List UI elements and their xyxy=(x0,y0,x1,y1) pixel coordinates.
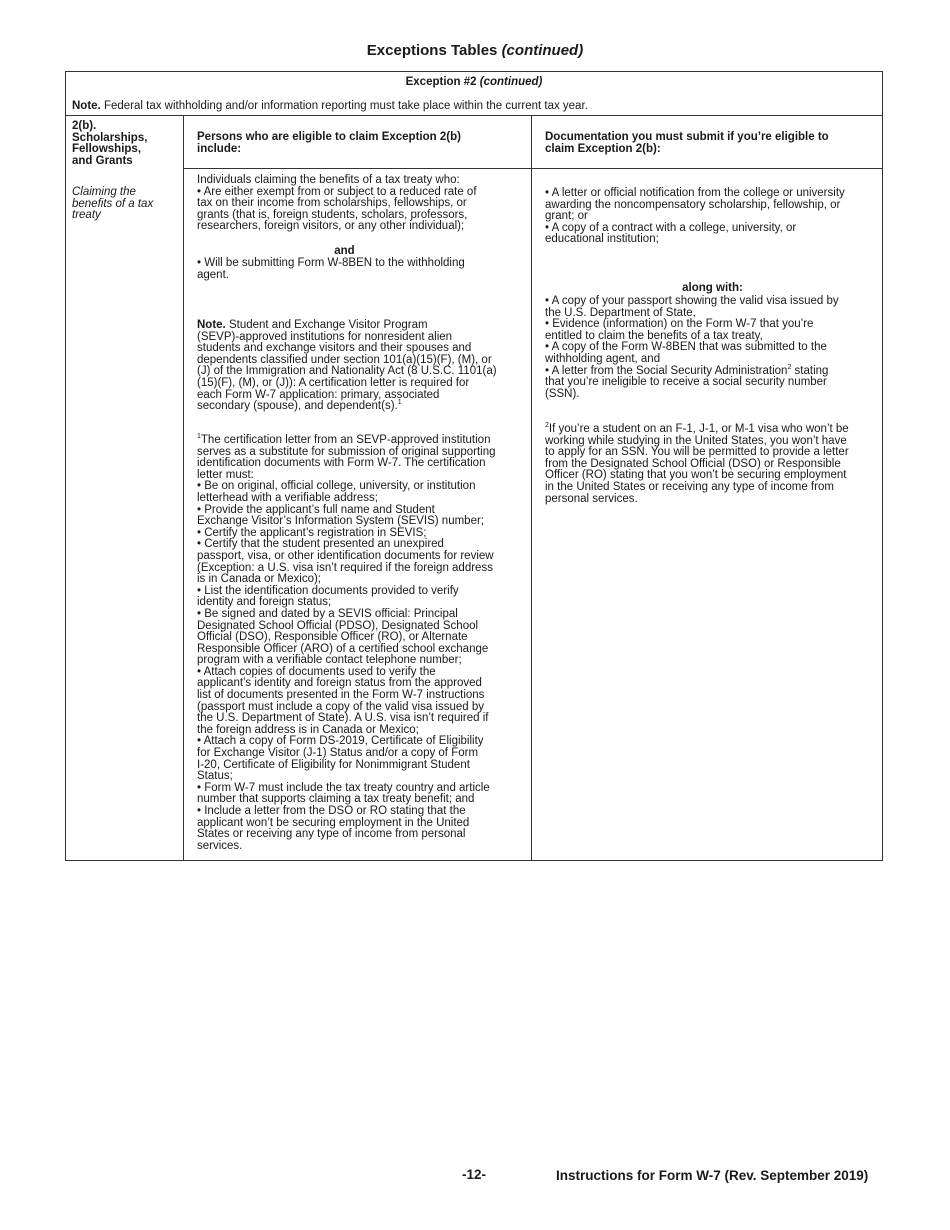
divider xyxy=(66,115,882,116)
eligible-column-header: Persons who are eligible to claim Exception 2(b) include: xyxy=(197,131,461,155)
eligible-intro: Individuals claiming the benefits of a tax treaty who: • Are either exempt from or subject to a reduced rate of tax on their income from scholarships, fellowships, or grants (that is, foreign students, scholars, professors, researchers, foreign visitors, or any other individual); xyxy=(197,174,477,233)
form-name: Instructions for Form W-7 (Rev. September 2019) xyxy=(556,1168,869,1183)
divider xyxy=(183,115,184,861)
footnote-1: $^1$The certification letter from an SEVP-approved institution serves as a substitute for submission of original supporting identification documents with Form W-7. The certification letter must: • Be on original, official college, university, or institution letterhead with a verifiable address; • Provide the applicant’s full name and Student Exchange Visitor’s Information System (SEVIS) number; • Certify the applicant’s registration in SEVIS; • Certify that the student presented an unexpired passport, visa, or other identification documents for review (Exception: a U.S. visa isn’t required if the foreign address is in Canada or Mexico); • List the identification documents provided to verify identity and foreign status; • Be signed and dated by a SEVIS official: Principal Designated School Official (PDSO), Designated School Official (DSO), Responsible Officer (RO), or Alternate Responsible Officer (ARO) of a certified school exchange program with a verifiable contact telephone number; • Attach copies of documents used to verify the applicant’s identity and foreign status from the approved list of documents presented in the Form W-7 instructions (passport must include a copy of the valid visa issued by the U.S. Department of State). A U.S. visa isn’t required if the foreign address is in Canada or Mexico; • Attach a copy of Form DS-2019, Certificate of Eligibility for Exchange Visitor (J-1) Status and/or a copy of Form I-20, Certificate of Eligibility for Nonimmigrant Student Status; • Form W-7 must include the tax treaty country and article number that supports claiming a tax treaty benefit; and • Include a letter from the DSO or RO stating that the applicant won’t be securing employment in the United States or receiving any type of income from personal services. xyxy=(197,433,496,852)
divider xyxy=(531,115,532,861)
exceptions-table xyxy=(65,71,883,861)
page-title: Exceptions Tables (continued) xyxy=(366,42,584,59)
and-label: and xyxy=(334,245,355,257)
documentation-letter-items: • A letter or official notification from the college or university awarding the noncompensatory scholarship, fellowship, or grant; or • A copy of a contract with a college, university, or educational institution; xyxy=(545,187,845,246)
exception-heading: Exception #2 (continued) xyxy=(405,76,543,88)
table-note: Note. Federal tax withholding and/or information reporting must take place within the current tax year. xyxy=(72,100,588,112)
divider xyxy=(183,168,883,169)
sevp-note: Note. Student and Exchange Visitor Program (SEVP)-approved institutions for nonresident alien students and exchange visitors and their spouses and dependents classified under section 101(a)(15)(F), (M), or (J) of the Immigration and Nationality Act (8 U.S.C. 1101(a) (15)(F), (M), or (J)): A certification letter is required for each Form W-7 application: primary, associated secondary (spouse), and dependent(s).$^1$ xyxy=(197,319,497,413)
category-heading: 2(b). Scholarships, Fellowships, and Grants xyxy=(72,120,148,167)
footnote-2: $^2$If you’re a student on an F-1, J-1, or M-1 visa who won’t be working while studying in the United States, you won’t have to apply for an SSN. You will be permitted to provide a letter from the Designated School Official (DSO) or Responsible Officer (RO) stating that you won’t be securing employment in the United States or receiving any type of income from personal services. xyxy=(545,422,849,505)
documentation-along-items: • A copy of your passport showing the valid visa issued by the U.S. Department of State, • Evidence (information) on the Form W-7 that you’re entitled to claim the benefits of a tax treaty, • A copy of the Form W-8BEN that was submitted to the withholding agent, and • A letter from the Social Security Administration$^2$ stating that you’re ineligible to receive a social security number (SSN). xyxy=(545,295,839,400)
category-subheading: Claiming the benefits of a tax treaty xyxy=(72,186,154,222)
page-number: -12- xyxy=(462,1167,487,1182)
along-with-label: along with: xyxy=(682,282,743,294)
documentation-column-header: Documentation you must submit if you’re eligible to claim Exception 2(b): xyxy=(545,131,829,155)
w8ben-item: • Will be submitting Form W-8BEN to the withholding agent. xyxy=(197,257,465,281)
